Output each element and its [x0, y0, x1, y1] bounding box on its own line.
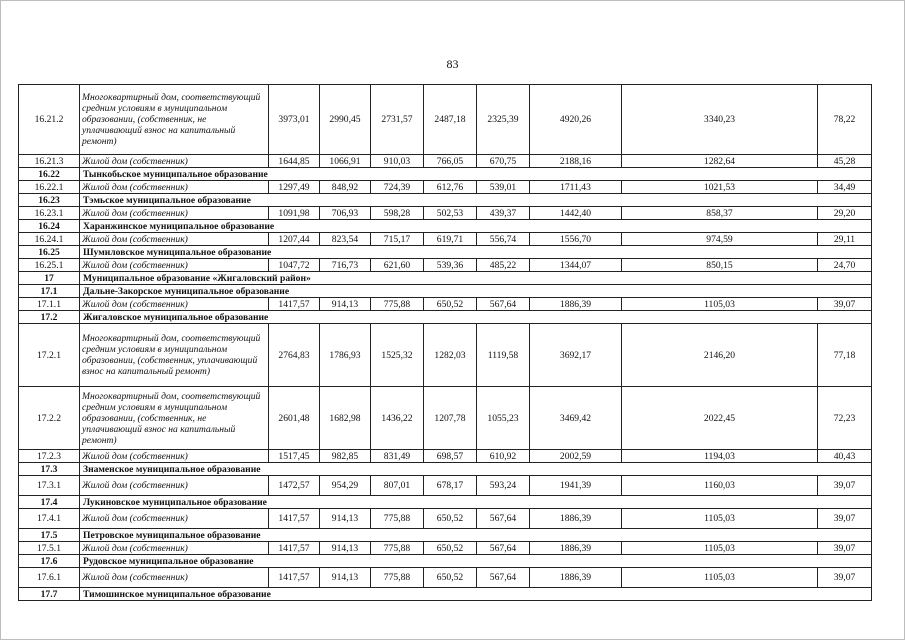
group-header-row [19, 168, 872, 181]
empty-cell [530, 496, 622, 509]
empty-cell [818, 285, 872, 298]
value-cell: 1207,44 [269, 233, 320, 246]
value-cell: 593,24 [477, 476, 530, 496]
empty-cell [371, 588, 424, 601]
group-header-row [19, 463, 872, 476]
row-code: 17.5.1 [19, 542, 80, 555]
value-cell: 670,75 [477, 155, 530, 168]
value-cell: 698,57 [424, 450, 477, 463]
value-cell: 3469,42 [530, 387, 622, 450]
empty-cell [320, 285, 371, 298]
empty-cell [530, 529, 622, 542]
empty-cell [530, 463, 622, 476]
value-cell: 823,54 [320, 233, 371, 246]
row-code: 16.22.1 [19, 181, 80, 194]
empty-cell [818, 246, 872, 259]
empty-cell [530, 588, 622, 601]
row-code: 17.4 [19, 496, 80, 509]
value-cell: 24,70 [818, 259, 872, 272]
page-number: 83 [446, 57, 459, 71]
row-code: 16.23.1 [19, 207, 80, 220]
group-header-row [19, 194, 872, 207]
empty-cell [424, 311, 477, 324]
empty-cell [371, 463, 424, 476]
row-description: Многоквартирный дом, соответствующий средним условиям в муниципальном образовании, (собственник, не уплачивающий взнос на капитальный ремонт) [80, 85, 269, 155]
table-row [19, 542, 872, 555]
value-cell: 3340,23 [622, 85, 818, 155]
value-cell: 2022,45 [622, 387, 818, 450]
empty-cell [320, 529, 371, 542]
group-header-row [19, 555, 872, 568]
value-cell: 567,64 [477, 509, 530, 529]
value-cell: 650,52 [424, 542, 477, 555]
value-cell: 619,71 [424, 233, 477, 246]
empty-cell [530, 168, 622, 181]
empty-cell [530, 272, 622, 285]
row-code: 16.25 [19, 246, 80, 259]
value-cell: 715,17 [371, 233, 424, 246]
row-code: 17.3.1 [19, 476, 80, 496]
empty-cell [424, 246, 477, 259]
empty-cell [371, 529, 424, 542]
value-cell: 2990,45 [320, 85, 371, 155]
row-description: Жилой дом (собственник) [80, 155, 269, 168]
group-header-row [19, 496, 872, 509]
value-cell: 1472,57 [269, 476, 320, 496]
row-code: 17.7 [19, 588, 80, 601]
value-cell: 2188,16 [530, 155, 622, 168]
value-cell: 1886,39 [530, 542, 622, 555]
value-cell: 775,88 [371, 509, 424, 529]
table-body [19, 85, 872, 601]
empty-cell [320, 496, 371, 509]
value-cell: 39,07 [818, 542, 872, 555]
value-cell: 1160,03 [622, 476, 818, 496]
value-cell: 1417,57 [269, 298, 320, 311]
row-code: 16.24.1 [19, 233, 80, 246]
row-code: 17.2.1 [19, 324, 80, 387]
empty-cell [424, 168, 477, 181]
empty-cell [530, 220, 622, 233]
value-cell: 39,07 [818, 476, 872, 496]
group-title: Знаменское муниципальное образование [80, 463, 320, 476]
value-cell: 1194,03 [622, 450, 818, 463]
empty-cell [477, 496, 530, 509]
row-description: Жилой дом (собственник) [80, 509, 269, 529]
group-header-row [19, 529, 872, 542]
value-cell: 1417,57 [269, 568, 320, 588]
empty-cell [530, 285, 622, 298]
empty-cell [818, 311, 872, 324]
empty-cell [371, 311, 424, 324]
table-row [19, 476, 872, 496]
group-title: Муниципальное образование «Жигаловский район» [80, 272, 320, 285]
table-row [19, 85, 872, 155]
value-cell: 2487,18 [424, 85, 477, 155]
value-cell: 910,03 [371, 155, 424, 168]
value-cell: 1066,91 [320, 155, 371, 168]
table-row [19, 387, 872, 450]
empty-cell [371, 246, 424, 259]
row-code: 16.21.3 [19, 155, 80, 168]
empty-cell [424, 555, 477, 568]
empty-cell [424, 220, 477, 233]
value-cell: 1941,39 [530, 476, 622, 496]
empty-cell [320, 555, 371, 568]
row-code: 17.6.1 [19, 568, 80, 588]
empty-cell [320, 220, 371, 233]
empty-cell [477, 246, 530, 259]
empty-cell [371, 220, 424, 233]
value-cell: 1344,07 [530, 259, 622, 272]
group-title: Лукиновское муниципальное образование [80, 496, 320, 509]
value-cell: 1886,39 [530, 298, 622, 311]
group-header-row [19, 588, 872, 601]
value-cell: 1682,98 [320, 387, 371, 450]
group-title: Петровское муниципальное образование [80, 529, 320, 542]
empty-cell [371, 194, 424, 207]
row-code: 17.1.1 [19, 298, 80, 311]
empty-cell [622, 272, 818, 285]
empty-cell [320, 588, 371, 601]
group-title: Дальне-Закорское муниципальное образование [80, 285, 320, 298]
table-row [19, 568, 872, 588]
row-code: 17.2 [19, 311, 80, 324]
row-code: 16.22 [19, 168, 80, 181]
value-cell: 1442,40 [530, 207, 622, 220]
value-cell: 34,49 [818, 181, 872, 194]
row-code: 17.2.3 [19, 450, 80, 463]
value-cell: 39,07 [818, 568, 872, 588]
value-cell: 539,01 [477, 181, 530, 194]
empty-cell [320, 311, 371, 324]
value-cell: 1105,03 [622, 298, 818, 311]
value-cell: 1886,39 [530, 509, 622, 529]
value-cell: 775,88 [371, 298, 424, 311]
empty-cell [530, 311, 622, 324]
row-code: 17.5 [19, 529, 80, 542]
value-cell: 831,49 [371, 450, 424, 463]
value-cell: 1105,03 [622, 509, 818, 529]
empty-cell [622, 555, 818, 568]
empty-cell [622, 588, 818, 601]
value-cell: 1297,49 [269, 181, 320, 194]
tariff-table [18, 84, 872, 601]
empty-cell [818, 496, 872, 509]
empty-cell [622, 285, 818, 298]
value-cell: 567,64 [477, 568, 530, 588]
group-title: Харанжинское муниципальное образование [80, 220, 320, 233]
empty-cell [622, 529, 818, 542]
empty-cell [320, 272, 371, 285]
value-cell: 650,52 [424, 298, 477, 311]
empty-cell [424, 463, 477, 476]
value-cell: 1091,98 [269, 207, 320, 220]
empty-cell [622, 246, 818, 259]
group-title: Жигаловское муниципальное образование [80, 311, 320, 324]
row-description: Жилой дом (собственник) [80, 207, 269, 220]
empty-cell [622, 220, 818, 233]
row-code: 17 [19, 272, 80, 285]
group-header-row [19, 285, 872, 298]
value-cell: 1644,85 [269, 155, 320, 168]
value-cell: 1207,78 [424, 387, 477, 450]
empty-cell [622, 194, 818, 207]
value-cell: 610,92 [477, 450, 530, 463]
empty-cell [371, 555, 424, 568]
value-cell: 678,17 [424, 476, 477, 496]
value-cell: 567,64 [477, 542, 530, 555]
row-code: 16.23 [19, 194, 80, 207]
row-code: 16.25.1 [19, 259, 80, 272]
empty-cell [818, 194, 872, 207]
empty-cell [371, 168, 424, 181]
empty-cell [477, 220, 530, 233]
value-cell: 29,20 [818, 207, 872, 220]
value-cell: 1711,43 [530, 181, 622, 194]
empty-cell [477, 555, 530, 568]
empty-cell [530, 555, 622, 568]
value-cell: 556,74 [477, 233, 530, 246]
value-cell: 567,64 [477, 298, 530, 311]
group-header-row [19, 272, 872, 285]
value-cell: 621,60 [371, 259, 424, 272]
row-description: Многоквартирный дом, соответствующий средним условиям в муниципальном образовании, (собственник, уплачивающий взнос на капитальный ремонт) [80, 324, 269, 387]
empty-cell [424, 496, 477, 509]
value-cell: 1119,58 [477, 324, 530, 387]
empty-cell [477, 272, 530, 285]
value-cell: 40,43 [818, 450, 872, 463]
row-code: 17.2.2 [19, 387, 80, 450]
empty-cell [818, 220, 872, 233]
empty-cell [622, 168, 818, 181]
group-header-row [19, 311, 872, 324]
value-cell: 2764,83 [269, 324, 320, 387]
value-cell: 1282,64 [622, 155, 818, 168]
empty-cell [477, 285, 530, 298]
value-cell: 539,36 [424, 259, 477, 272]
table-row [19, 233, 872, 246]
value-cell: 1417,57 [269, 542, 320, 555]
row-description: Жилой дом (собственник) [80, 542, 269, 555]
row-description: Жилой дом (собственник) [80, 233, 269, 246]
value-cell: 502,53 [424, 207, 477, 220]
value-cell: 45,28 [818, 155, 872, 168]
empty-cell [530, 246, 622, 259]
empty-cell [424, 272, 477, 285]
empty-cell [424, 285, 477, 298]
empty-cell [477, 529, 530, 542]
value-cell: 848,92 [320, 181, 371, 194]
empty-cell [622, 463, 818, 476]
empty-cell [477, 194, 530, 207]
value-cell: 1786,93 [320, 324, 371, 387]
group-title: Шумиловское муниципальное образование [80, 246, 320, 259]
group-header-row [19, 220, 872, 233]
empty-cell [320, 194, 371, 207]
group-title: Рудовское муниципальное образование [80, 555, 320, 568]
value-cell: 39,07 [818, 298, 872, 311]
value-cell: 3973,01 [269, 85, 320, 155]
group-title: Тэмьское муниципальное образование [80, 194, 320, 207]
row-code: 17.4.1 [19, 509, 80, 529]
table-row [19, 155, 872, 168]
value-cell: 77,18 [818, 324, 872, 387]
value-cell: 1517,45 [269, 450, 320, 463]
value-cell: 1055,23 [477, 387, 530, 450]
row-description: Жилой дом (собственник) [80, 298, 269, 311]
group-header-row [19, 246, 872, 259]
empty-cell [477, 588, 530, 601]
empty-cell [424, 588, 477, 601]
value-cell: 982,85 [320, 450, 371, 463]
value-cell: 39,07 [818, 509, 872, 529]
row-description: Жилой дом (собственник) [80, 450, 269, 463]
value-cell: 598,28 [371, 207, 424, 220]
value-cell: 850,15 [622, 259, 818, 272]
value-cell: 775,88 [371, 542, 424, 555]
empty-cell [818, 168, 872, 181]
value-cell: 1047,72 [269, 259, 320, 272]
value-cell: 954,29 [320, 476, 371, 496]
value-cell: 724,39 [371, 181, 424, 194]
value-cell: 1282,03 [424, 324, 477, 387]
value-cell: 29,11 [818, 233, 872, 246]
value-cell: 612,76 [424, 181, 477, 194]
value-cell: 650,52 [424, 509, 477, 529]
empty-cell [477, 463, 530, 476]
value-cell: 78,22 [818, 85, 872, 155]
row-code: 17.3 [19, 463, 80, 476]
value-cell: 858,37 [622, 207, 818, 220]
table-row [19, 324, 872, 387]
value-cell: 1417,57 [269, 509, 320, 529]
row-code: 17.1 [19, 285, 80, 298]
empty-cell [818, 588, 872, 601]
row-description: Жилой дом (собственник) [80, 259, 269, 272]
value-cell: 1436,22 [371, 387, 424, 450]
empty-cell [530, 194, 622, 207]
table-row [19, 207, 872, 220]
empty-cell [818, 555, 872, 568]
empty-cell [371, 496, 424, 509]
value-cell: 485,22 [477, 259, 530, 272]
value-cell: 650,52 [424, 568, 477, 588]
row-description: Жилой дом (собственник) [80, 568, 269, 588]
value-cell: 914,13 [320, 298, 371, 311]
value-cell: 1556,70 [530, 233, 622, 246]
empty-cell [818, 529, 872, 542]
value-cell: 2731,57 [371, 85, 424, 155]
value-cell: 706,93 [320, 207, 371, 220]
value-cell: 974,59 [622, 233, 818, 246]
row-description: Жилой дом (собственник) [80, 476, 269, 496]
empty-cell [622, 311, 818, 324]
value-cell: 1105,03 [622, 542, 818, 555]
table-row [19, 509, 872, 529]
value-cell: 2601,48 [269, 387, 320, 450]
empty-cell [320, 463, 371, 476]
value-cell: 766,05 [424, 155, 477, 168]
value-cell: 807,01 [371, 476, 424, 496]
value-cell: 1886,39 [530, 568, 622, 588]
empty-cell [477, 311, 530, 324]
table-row [19, 450, 872, 463]
value-cell: 72,23 [818, 387, 872, 450]
group-title: Тынкобьское муниципальное образование [80, 168, 320, 181]
table-row [19, 259, 872, 272]
empty-cell [371, 272, 424, 285]
value-cell: 1021,53 [622, 181, 818, 194]
row-code: 16.24 [19, 220, 80, 233]
row-code: 16.21.2 [19, 85, 80, 155]
value-cell: 775,88 [371, 568, 424, 588]
value-cell: 914,13 [320, 509, 371, 529]
row-code: 17.6 [19, 555, 80, 568]
value-cell: 4920,26 [530, 85, 622, 155]
value-cell: 3692,17 [530, 324, 622, 387]
row-description: Многоквартирный дом, соответствующий средним условиям в муниципальном образовании, (собственник, не уплачивающий взнос на капитальный ремонт) [80, 387, 269, 450]
table-row [19, 181, 872, 194]
group-title: Тимошинское муниципальное образование [80, 588, 320, 601]
value-cell: 1525,32 [371, 324, 424, 387]
value-cell: 914,13 [320, 542, 371, 555]
value-cell: 2002,59 [530, 450, 622, 463]
empty-cell [424, 529, 477, 542]
empty-cell [622, 496, 818, 509]
table-row [19, 298, 872, 311]
empty-cell [424, 194, 477, 207]
value-cell: 914,13 [320, 568, 371, 588]
value-cell: 716,73 [320, 259, 371, 272]
empty-cell [320, 246, 371, 259]
empty-cell [371, 285, 424, 298]
value-cell: 2146,20 [622, 324, 818, 387]
empty-cell [320, 168, 371, 181]
empty-cell [818, 463, 872, 476]
empty-cell [477, 168, 530, 181]
row-description: Жилой дом (собственник) [80, 181, 269, 194]
value-cell: 1105,03 [622, 568, 818, 588]
value-cell: 2325,39 [477, 85, 530, 155]
empty-cell [818, 272, 872, 285]
value-cell: 439,37 [477, 207, 530, 220]
